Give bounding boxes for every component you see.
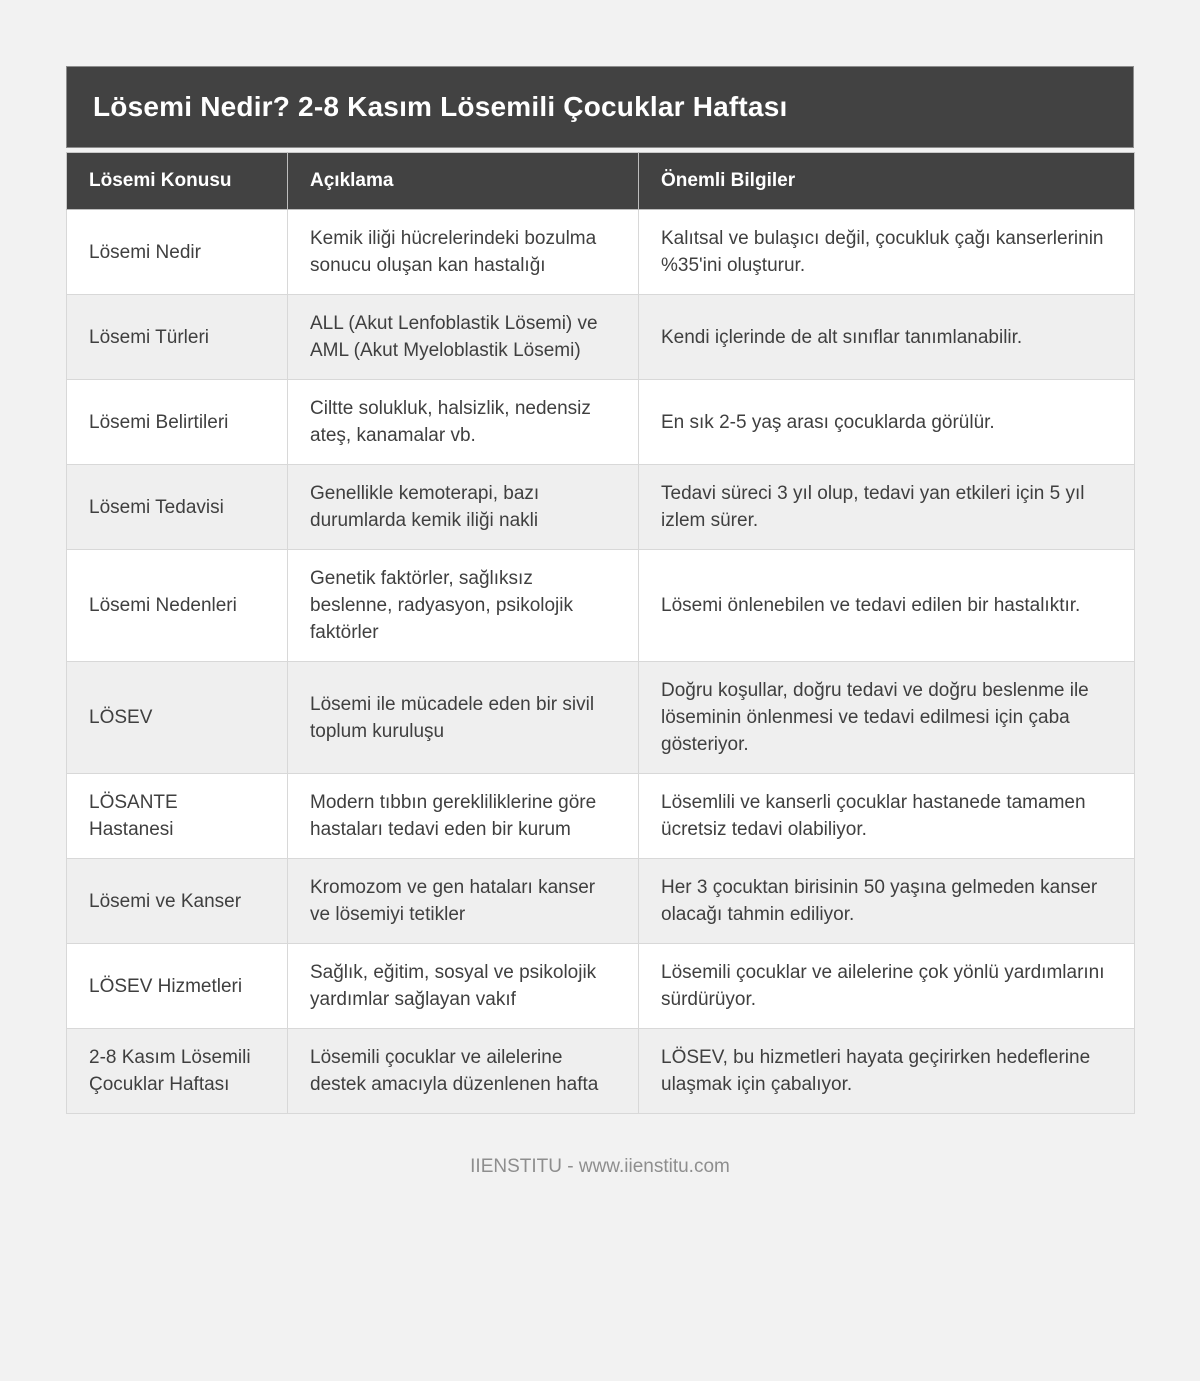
cell-aciklama: Genetik faktörler, sağlıksız beslenne, radyasyon, psikolojik faktörler — [288, 550, 639, 662]
cell-bilgi: Kendi içlerinde de alt sınıflar tanımlanabilir. — [639, 295, 1135, 380]
cell-konu: LÖSEV — [67, 662, 288, 774]
cell-konu: Lösemi Tedavisi — [67, 465, 288, 550]
table-row — [67, 380, 1135, 465]
page-title: Lösemi Nedir? 2-8 Kasım Lösemili Çocuklar Haftası — [66, 66, 1134, 148]
cell-konu: Lösemi ve Kanser — [67, 859, 288, 944]
table-row — [67, 465, 1135, 550]
cell-konu: Lösemi Nedir — [67, 210, 288, 295]
cell-konu: LÖSEV Hizmetleri — [67, 944, 288, 1029]
table-row — [67, 210, 1135, 295]
cell-bilgi: Lösemili çocuklar ve ailelerine çok yönlü yardımlarını sürdürüyor. — [639, 944, 1135, 1029]
cell-konu: LÖSANTE Hastanesi — [67, 774, 288, 859]
cell-bilgi: Kalıtsal ve bulaşıcı değil, çocukluk çağı kanserlerinin %35'ini oluşturur. — [639, 210, 1135, 295]
table-row — [67, 550, 1135, 662]
cell-aciklama: Sağlık, eğitim, sosyal ve psikolojik yardımlar sağlayan vakıf — [288, 944, 639, 1029]
table-row — [67, 1029, 1135, 1114]
cell-bilgi: En sık 2-5 yaş arası çocuklarda görülür. — [639, 380, 1135, 465]
table-header — [67, 153, 1135, 210]
table-row — [67, 859, 1135, 944]
cell-aciklama: Kemik iliği hücrelerindeki bozulma sonucu oluşan kan hastalığı — [288, 210, 639, 295]
cell-konu: Lösemi Belirtileri — [67, 380, 288, 465]
cell-aciklama: Lösemi ile mücadele eden bir sivil toplum kuruluşu — [288, 662, 639, 774]
cell-bilgi: Doğru koşullar, doğru tedavi ve doğru beslenme ile löseminin önlenmesi ve tedavi edilmesi için çaba gösteriyor. — [639, 662, 1135, 774]
cell-aciklama: Ciltte solukluk, halsizlik, nedensiz ateş, kanamalar vb. — [288, 380, 639, 465]
cell-aciklama: Lösemili çocuklar ve ailelerine destek amacıyla düzenlenen hafta — [288, 1029, 639, 1114]
cell-bilgi: Lösemlili ve kanserli çocuklar hastanede tamamen ücretsiz tedavi olabiliyor. — [639, 774, 1135, 859]
info-table — [66, 152, 1135, 1114]
cell-bilgi: Lösemi önlenebilen ve tedavi edilen bir hastalıktır. — [639, 550, 1135, 662]
cell-konu: Lösemi Nedenleri — [67, 550, 288, 662]
column-header-konu: Lösemi Konusu — [67, 153, 288, 210]
column-header-aciklama: Açıklama — [288, 153, 639, 210]
cell-aciklama: Modern tıbbın gerekliliklerine göre hastaları tedavi eden bir kurum — [288, 774, 639, 859]
cell-konu: Lösemi Türleri — [67, 295, 288, 380]
table-body — [67, 210, 1135, 1114]
header-row — [67, 153, 1135, 210]
table-row — [67, 662, 1135, 774]
table-row — [67, 944, 1135, 1029]
cell-bilgi: Tedavi süreci 3 yıl olup, tedavi yan etkileri için 5 yıl izlem sürer. — [639, 465, 1135, 550]
cell-aciklama: ALL (Akut Lenfoblastik Lösemi) ve AML (Akut Myeloblastik Lösemi) — [288, 295, 639, 380]
cell-bilgi: Her 3 çocuktan birisinin 50 yaşına gelmeden kanser olacağı tahmin ediliyor. — [639, 859, 1135, 944]
cell-aciklama: Genellikle kemoterapi, bazı durumlarda kemik iliği nakli — [288, 465, 639, 550]
cell-bilgi: LÖSEV, bu hizmetleri hayata geçirirken hedeflerine ulaşmak için çabalıyor. — [639, 1029, 1135, 1114]
cell-konu: 2-8 Kasım Lösemili Çocuklar Haftası — [67, 1029, 288, 1114]
cell-aciklama: Kromozom ve gen hataları kanser ve lösemiyi tetikler — [288, 859, 639, 944]
column-header-bilgiler: Önemli Bilgiler — [639, 153, 1135, 210]
table-row — [67, 295, 1135, 380]
table-row — [67, 774, 1135, 859]
footer-credit: IIENSTITU - www.iienstitu.com — [470, 1156, 730, 1177]
